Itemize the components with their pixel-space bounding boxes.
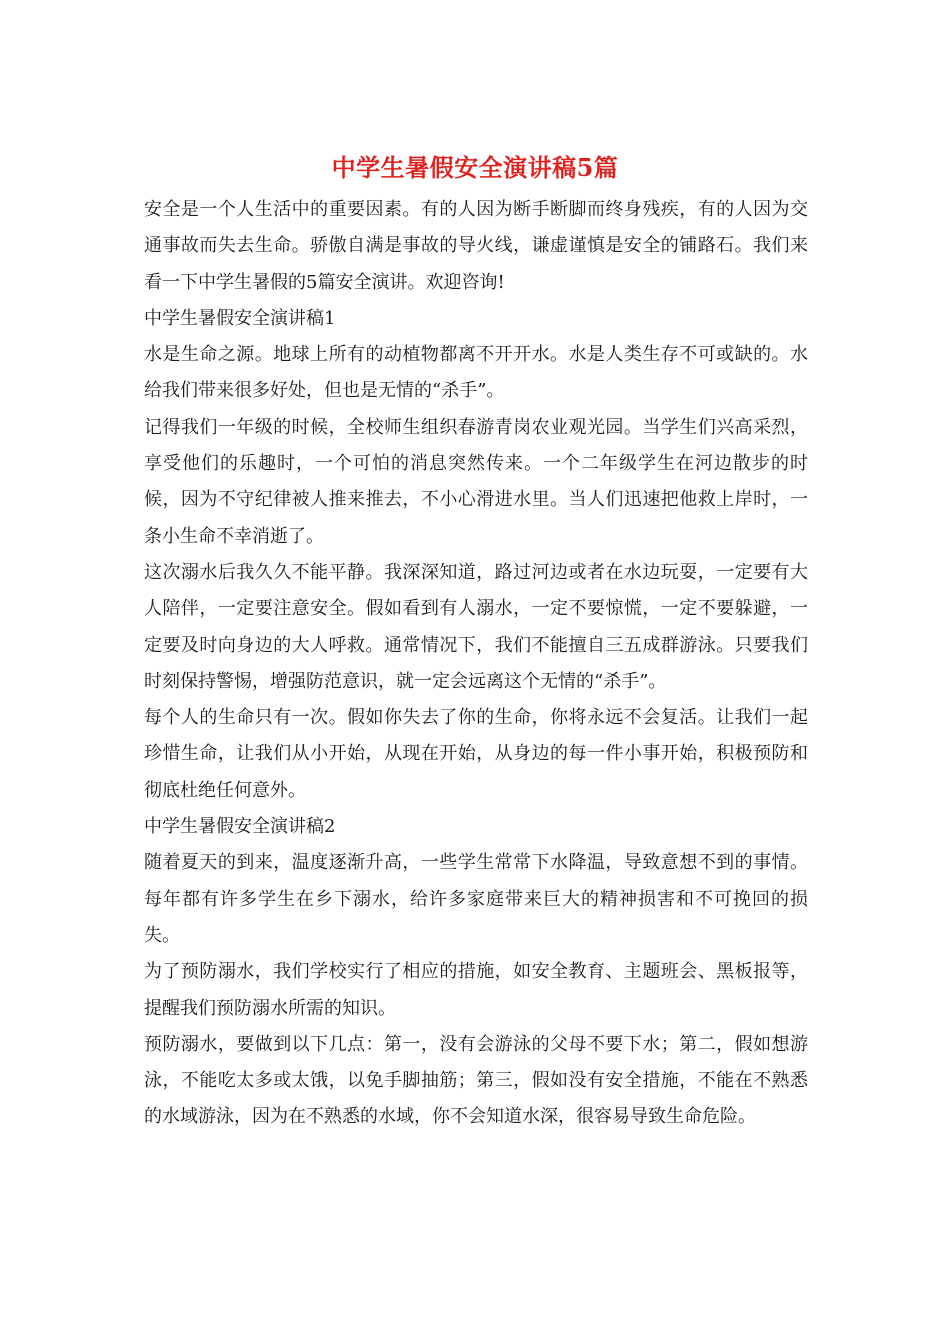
paragraph: 这次溺水后我久久不能平静。我深深知道，路过河边或者在水边玩耍，一定要有大人陪伴，一定要注意安全。假如看到有人溺水，一定不要惊慌，一定不要躲避，一定要及时向身边的大人呼救。通常情况下，我们不能擅自三五成群游泳。只要我们时刻保持警惕，增强防范意识，就一定会远离这个无情的“杀手”。 [144, 561, 808, 692]
document-body [144, 192, 808, 1136]
paragraph: 为了预防溺水，我们学校实行了相应的措施，如安全教育、主题班会、黑板报等，提醒我们预防溺水所需的知识。 [144, 961, 808, 1019]
paragraph: 随着夏天的到来，温度逐渐升高，一些学生常常下水降温，导致意想不到的事情。每年都有许多学生在乡下溺水，给许多家庭带来巨大的精神损害和不可挽回的损失。 [144, 852, 808, 946]
section-heading-2: 中学生暑假安全演讲稿2 [144, 816, 336, 838]
paragraph: 记得我们一年级的时候，全校师生组织春游青岗农业观光园。当学生们兴高采烈，享受他们的乐趣时，一个可怕的消息突然传来。一个二年级学生在河边散步的时候，因为不守纪律被人推来推去，不小心滑进水里。当人们迅速把他救上岸时，一条小生命不幸消逝了。 [144, 416, 808, 547]
paragraph: 每个人的生命只有一次。假如你失去了你的生命，你将永远不会复活。让我们一起珍惜生命，让我们从小开始，从现在开始，从身边的每一件小事开始，积极预防和彻底杜绝任何意外。 [144, 707, 808, 801]
paragraph: 水是生命之源。地球上所有的动植物都离不开开水。水是人类生存不可或缺的。水给我们带来很多好处，但也是无情的“杀手”。 [144, 344, 808, 402]
paragraph: 预防溺水，要做到以下几点：第一，没有会游泳的父母不要下水；第二，假如想游泳，不能吃太多或太饿，以免手脚抽筋；第三，假如没有安全措施，不能在不熟悉的水域游泳，因为在不熟悉的水域，你不会知道水深，很容易导致生命危险。 [144, 1033, 808, 1128]
section-heading-1: 中学生暑假安全演讲稿1 [144, 307, 336, 329]
paragraph-intro: 安全是一个人生活中的重要因素。有的人因为断手断脚而终身残疾，有的人因为交通事故而失去生命。骄傲自满是事故的导火线，谦虚谨慎是安全的铺路石。我们来看一下中学生暑假的5篇安全演讲。欢迎咨询! [144, 199, 808, 293]
document-title: 中学生暑假安全演讲稿5篇 [331, 153, 619, 182]
